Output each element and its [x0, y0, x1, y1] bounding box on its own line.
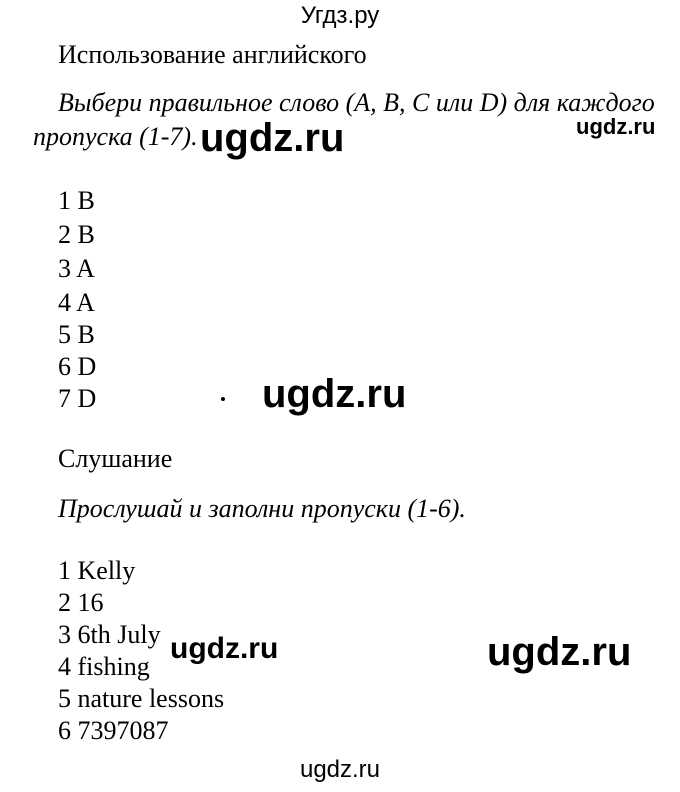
answer-item: 4 fishing — [58, 652, 150, 681]
answer-item: 1 Kelly — [58, 556, 136, 585]
watermark: ugdz.ru — [170, 632, 279, 665]
section-title-listening: Слушание — [58, 444, 173, 473]
answer-item: 5 B — [58, 320, 95, 349]
site-footer: ugdz.ru — [299, 756, 381, 783]
answer-item: 2 16 — [58, 588, 104, 617]
answer-item: 5 nature lessons — [58, 684, 225, 713]
watermark: ugdz.ru — [487, 630, 632, 674]
answer-item: 7 D — [58, 384, 97, 413]
answer-item: 2 B — [58, 220, 95, 249]
answer-item: 6 7397087 — [58, 716, 169, 745]
site-header: Угдз.ру — [300, 2, 380, 29]
instruction-english-line1: Выбери правильное слово (A, B, C или D) для каждого — [58, 88, 655, 117]
watermark: ugdz.ru — [262, 372, 407, 416]
watermark: ugdz.ru — [200, 116, 345, 160]
ink-speck — [221, 397, 225, 401]
instruction-listening: Прослушай и заполни пропуски (1-6). — [58, 494, 466, 523]
answer-item: 1 B — [58, 186, 95, 215]
answer-item: 4 A — [58, 288, 95, 317]
watermark: ugdz.ru — [576, 114, 656, 139]
answer-item: 3 A — [58, 254, 95, 283]
instruction-english-line2: пропуска (1-7). — [33, 122, 198, 151]
answer-item: 3 6th July — [58, 620, 161, 649]
answer-item: 6 D — [58, 352, 97, 381]
section-title-english: Использование английского — [58, 40, 367, 69]
